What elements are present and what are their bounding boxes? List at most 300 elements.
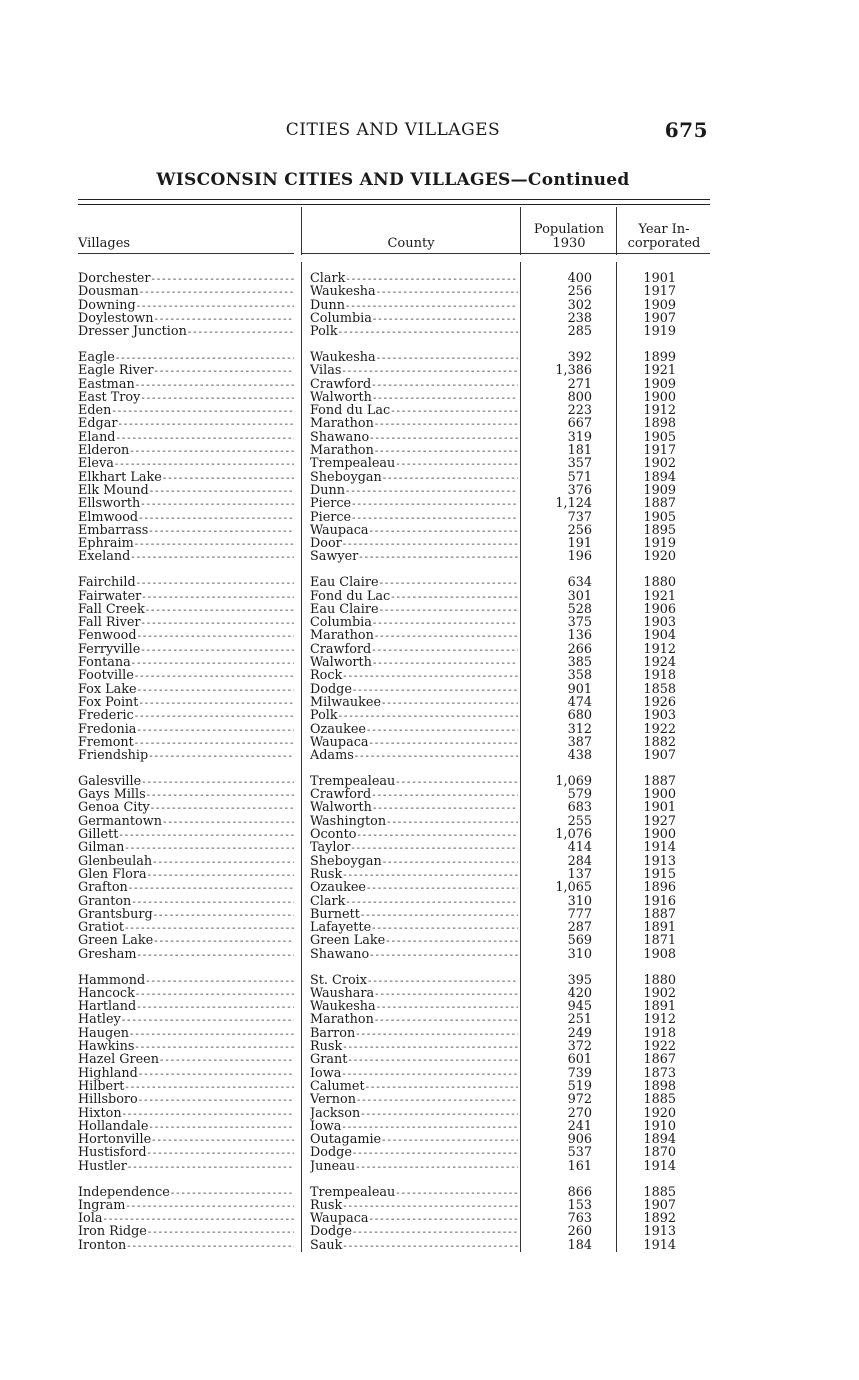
year-cell-text: 1873 <box>643 1066 676 1080</box>
year-cell-text: 1880 <box>643 576 676 590</box>
county-cell-text: Crawford <box>310 642 372 657</box>
village-cell <box>78 511 294 525</box>
year-cell <box>630 325 676 338</box>
county-cell <box>310 669 518 683</box>
village-cell-text: Gillett <box>78 828 119 843</box>
year-cell <box>630 590 676 603</box>
village-cell-text: Eagle <box>78 350 115 365</box>
village-cell <box>78 1027 294 1041</box>
county-cell <box>310 511 518 525</box>
population-cell-text: 372 <box>567 1040 592 1054</box>
year-cell <box>630 921 676 934</box>
year-cell-text: 1880 <box>643 973 676 987</box>
col-header-population: Population 1930 <box>533 222 605 251</box>
county-cell-text: Adams <box>310 749 354 764</box>
year-cell-text: 1919 <box>643 537 676 551</box>
year-cell-text: 1915 <box>643 867 676 882</box>
county-cell <box>310 590 518 604</box>
county-cell <box>310 272 518 286</box>
county-cell <box>310 378 518 392</box>
year-cell <box>630 656 676 669</box>
population-cell-text: 400 <box>567 272 592 286</box>
population-cell <box>526 1093 592 1106</box>
table-row <box>78 1040 710 1053</box>
county-cell <box>310 1107 518 1121</box>
village-cell <box>78 775 294 789</box>
table-body <box>78 272 710 1264</box>
county-cell-text: Crawford <box>310 377 372 392</box>
table-row <box>78 841 710 854</box>
year-cell-text: 1914 <box>643 841 676 855</box>
population-cell <box>526 1053 592 1066</box>
county-cell-text: Clark <box>310 272 346 286</box>
village-cell-text: Highland <box>78 1066 138 1081</box>
population-cell-text: 271 <box>567 377 592 391</box>
village-cell-text: Grafton <box>78 881 128 896</box>
population-cell-text: 310 <box>567 894 592 908</box>
population-cell-text: 256 <box>567 285 592 299</box>
year-cell <box>630 749 676 762</box>
year-cell <box>630 444 676 457</box>
county-cell <box>310 444 518 458</box>
county-cell <box>310 948 518 962</box>
letter-group <box>78 272 710 338</box>
county-cell-text: Outagamie <box>310 1133 382 1148</box>
county-cell-text: Trempealeau <box>310 774 396 789</box>
village-cell-text: Hilbert <box>78 1079 125 1094</box>
population-cell-text: 579 <box>567 788 592 802</box>
year-cell-text: 1902 <box>643 986 676 1001</box>
population-cell <box>526 511 592 524</box>
table-row <box>78 656 710 669</box>
population-cell <box>526 723 592 736</box>
population-cell-text: 1,076 <box>555 828 592 842</box>
village-cell <box>78 696 294 710</box>
village-cell-text: Hixton <box>78 1106 122 1121</box>
header-divider <box>520 207 521 255</box>
village-cell <box>78 1013 294 1027</box>
table-row <box>78 1212 710 1225</box>
year-cell-text: 1916 <box>643 894 676 908</box>
village-cell-text: Fredonia <box>78 722 137 737</box>
county-cell-text: Clark <box>310 894 346 909</box>
table-row <box>78 391 710 404</box>
county-cell-text: Washington <box>310 814 387 829</box>
table-row <box>78 736 710 749</box>
village-cell-text: Dousman <box>78 285 139 300</box>
village-cell-text: Glen Flora <box>78 867 147 882</box>
county-cell <box>310 749 518 763</box>
county-cell <box>310 524 518 538</box>
letter-group <box>78 974 710 1173</box>
population-cell-text: 739 <box>567 1066 592 1080</box>
year-cell <box>630 881 676 894</box>
county-cell-text: Fond du Lac <box>310 589 391 604</box>
population-cell-text: 266 <box>567 642 592 657</box>
village-cell <box>78 1080 294 1094</box>
table-row <box>78 948 710 961</box>
table-row <box>78 272 710 285</box>
county-cell-text: St. Croix <box>310 973 367 988</box>
population-cell <box>526 431 592 444</box>
year-cell-text: 1918 <box>643 669 676 683</box>
year-cell <box>630 908 676 921</box>
year-cell-text: 1895 <box>643 523 676 538</box>
village-cell <box>78 1040 294 1054</box>
year-cell-text: 1920 <box>643 550 676 564</box>
county-cell <box>310 1053 518 1067</box>
population-cell-text: 223 <box>567 404 592 418</box>
running-head <box>78 118 708 144</box>
year-cell-text: 1914 <box>643 1238 676 1252</box>
village-cell-text: Fenwood <box>78 629 137 644</box>
village-cell <box>78 550 294 564</box>
village-cell <box>78 1186 294 1200</box>
county-cell-text: Marathon <box>310 629 374 644</box>
population-cell <box>526 828 592 841</box>
village-cell-text: Independence <box>78 1185 170 1200</box>
village-cell <box>78 828 294 842</box>
village-cell-text: Dresser Junction <box>78 325 187 340</box>
county-cell-text: Oconto <box>310 828 357 843</box>
county-cell <box>310 1093 518 1107</box>
village-cell <box>78 801 294 815</box>
village-cell-text: Gays Mills <box>78 788 146 803</box>
village-cell-text: Elkhart Lake <box>78 470 162 485</box>
year-cell-text: 1901 <box>643 272 676 286</box>
year-cell <box>630 1133 676 1146</box>
county-cell <box>310 855 518 869</box>
year-cell <box>630 1225 676 1238</box>
county-cell <box>310 1067 518 1081</box>
year-cell-text: 1920 <box>643 1106 676 1120</box>
village-cell <box>78 656 294 670</box>
county-cell-text: Waupaca <box>310 1212 369 1227</box>
village-cell <box>78 471 294 485</box>
year-cell <box>630 1000 676 1013</box>
county-cell <box>310 1027 518 1041</box>
population-cell <box>526 1199 592 1212</box>
county-cell-text: Pierce <box>310 497 352 512</box>
county-cell-text: Polk <box>310 709 338 724</box>
village-cell-text: Frederic <box>78 709 134 724</box>
table-row <box>78 1120 710 1133</box>
population-cell <box>526 378 592 391</box>
county-cell <box>310 643 518 657</box>
year-cell <box>630 709 676 722</box>
population-cell-text: 901 <box>567 682 592 696</box>
population-cell <box>526 364 592 377</box>
population-cell <box>526 629 592 642</box>
table-row <box>78 1013 710 1026</box>
village-cell <box>78 643 294 657</box>
village-cell-text: Green Lake <box>78 934 154 949</box>
village-cell <box>78 855 294 869</box>
table-row <box>78 855 710 868</box>
county-cell <box>310 299 518 313</box>
village-cell <box>78 683 294 697</box>
year-cell <box>630 550 676 563</box>
year-cell <box>630 378 676 391</box>
village-cell <box>78 391 294 405</box>
county-cell <box>310 629 518 643</box>
year-cell-text: 1921 <box>643 364 676 378</box>
population-cell-text: 302 <box>567 298 592 312</box>
county-cell <box>310 285 518 299</box>
population-cell-text: 312 <box>567 722 592 736</box>
village-cell-text: Hollandale <box>78 1119 149 1134</box>
village-cell-text: Edgar <box>78 417 118 432</box>
village-cell-text: Exeland <box>78 550 131 565</box>
population-cell-text: 420 <box>567 986 592 1001</box>
village-cell <box>78 736 294 750</box>
table-row <box>78 364 710 377</box>
county-cell-text: Ozaukee <box>310 881 367 896</box>
village-cell-text: Glenbeulah <box>78 854 153 869</box>
village-cell <box>78 1146 294 1160</box>
population-cell <box>526 736 592 749</box>
table-row <box>78 1146 710 1159</box>
county-cell <box>310 1080 518 1094</box>
county-cell <box>310 1199 518 1213</box>
table-row <box>78 1080 710 1093</box>
year-cell-text: 1894 <box>643 1133 676 1147</box>
population-cell <box>526 1160 592 1173</box>
village-cell <box>78 881 294 895</box>
population-cell-text: 385 <box>567 656 592 670</box>
year-cell <box>630 285 676 298</box>
table-row <box>78 404 710 417</box>
county-cell-text: Waukesha <box>310 285 376 300</box>
village-cell <box>78 444 294 458</box>
year-cell-text: 1922 <box>643 1040 676 1054</box>
population-cell-text: 260 <box>567 1225 592 1239</box>
year-cell-text: 1871 <box>643 934 676 948</box>
population-cell-text: 777 <box>567 907 592 922</box>
population-cell-text: 319 <box>567 430 592 445</box>
year-cell-text: 1909 <box>643 298 676 312</box>
county-cell <box>310 603 518 617</box>
year-cell-text: 1887 <box>643 497 676 511</box>
year-cell-text: 1885 <box>643 1093 676 1107</box>
running-title: CITIES AND VILLAGES <box>285 120 501 140</box>
year-cell-text: 1887 <box>643 907 676 922</box>
village-cell <box>78 1000 294 1014</box>
table-row <box>78 828 710 841</box>
village-cell <box>78 1107 294 1121</box>
table-row <box>78 511 710 524</box>
table-row <box>78 895 710 908</box>
county-cell-text: Walworth <box>310 801 372 816</box>
county-cell-text: Rusk <box>310 867 343 882</box>
village-cell-text: Gilman <box>78 841 125 856</box>
col-header-villages: Villages <box>78 236 131 251</box>
county-cell <box>310 1040 518 1054</box>
county-cell-text: Dodge <box>310 1146 352 1161</box>
population-cell <box>526 285 592 298</box>
village-cell-text: Friendship <box>78 749 149 764</box>
village-cell <box>78 788 294 802</box>
population-cell <box>526 696 592 709</box>
population-cell-text: 1,386 <box>555 364 592 378</box>
village-cell <box>78 404 294 418</box>
population-cell <box>526 1013 592 1026</box>
letter-group <box>78 351 710 564</box>
county-cell <box>310 881 518 895</box>
population-cell <box>526 749 592 762</box>
population-cell <box>526 603 592 616</box>
year-cell-text: 1927 <box>643 814 676 829</box>
county-cell <box>310 801 518 815</box>
village-cell <box>78 457 294 471</box>
table-row <box>78 629 710 642</box>
table-row <box>78 788 710 801</box>
population-cell-text: 191 <box>567 537 592 551</box>
village-cell <box>78 749 294 763</box>
year-cell <box>630 815 676 828</box>
population-cell-text: 569 <box>567 934 592 948</box>
year-cell-text: 1912 <box>643 1013 676 1027</box>
population-cell <box>526 934 592 947</box>
village-cell-text: Genoa City <box>78 801 150 816</box>
village-cell-text: Embarrass <box>78 523 149 538</box>
village-cell-text: Hazel Green <box>78 1053 159 1068</box>
county-cell <box>310 391 518 405</box>
year-cell <box>630 801 676 814</box>
village-cell-text: Eagle River <box>78 364 154 379</box>
table-row <box>78 497 710 510</box>
county-cell <box>310 775 518 789</box>
year-cell <box>630 788 676 801</box>
village-cell <box>78 616 294 630</box>
county-cell-text: Lafayette <box>310 921 372 936</box>
population-cell <box>526 351 592 364</box>
village-cell-text: Fairchild <box>78 576 136 591</box>
population-cell-text: 392 <box>567 350 592 365</box>
population-cell-text: 906 <box>567 1133 592 1147</box>
year-cell-text: 1922 <box>643 722 676 736</box>
county-cell <box>310 484 518 498</box>
year-cell <box>630 1053 676 1066</box>
village-cell-text: Eleva <box>78 457 114 472</box>
county-cell-text: Waupaca <box>310 523 369 538</box>
county-cell-text: Calumet <box>310 1079 365 1094</box>
county-cell-text: Rusk <box>310 1040 343 1055</box>
population-cell-text: 196 <box>567 550 592 564</box>
village-cell-text: Fontana <box>78 656 131 671</box>
population-cell-text: 519 <box>567 1079 592 1094</box>
table-row <box>78 987 710 1000</box>
population-cell-text: 737 <box>567 510 592 524</box>
header-underline <box>78 253 294 254</box>
village-cell <box>78 841 294 855</box>
year-cell-text: 1896 <box>643 881 676 895</box>
county-cell <box>310 683 518 697</box>
year-cell <box>630 895 676 908</box>
table-row <box>78 1186 710 1199</box>
population-cell <box>526 590 592 603</box>
village-cell-text: Hustler <box>78 1159 127 1174</box>
year-cell <box>630 524 676 537</box>
year-cell <box>630 1013 676 1026</box>
table-row <box>78 1239 710 1252</box>
county-cell-text: Sauk <box>310 1238 343 1253</box>
year-cell-text: 1906 <box>643 602 676 617</box>
village-cell <box>78 1067 294 1081</box>
population-cell <box>526 775 592 788</box>
year-cell <box>630 1160 676 1173</box>
year-cell-text: 1904 <box>643 629 676 643</box>
year-cell <box>630 948 676 961</box>
year-cell <box>630 299 676 312</box>
village-cell <box>78 934 294 948</box>
table-row <box>78 417 710 430</box>
year-cell-text: 1908 <box>643 947 676 962</box>
county-cell-text: Vilas <box>310 364 342 379</box>
county-cell <box>310 1133 518 1147</box>
population-cell-text: 387 <box>567 735 592 750</box>
county-cell <box>310 895 518 909</box>
year-cell-text: 1899 <box>643 350 676 365</box>
village-cell <box>78 629 294 643</box>
population-cell <box>526 788 592 801</box>
county-cell <box>310 908 518 922</box>
county-cell-text: Sheboygan <box>310 470 382 485</box>
population-cell-text: 376 <box>567 483 592 498</box>
population-cell <box>526 987 592 1000</box>
village-cell <box>78 1239 294 1253</box>
year-cell <box>630 391 676 404</box>
year-cell <box>630 934 676 947</box>
year-cell-text: 1905 <box>643 430 676 445</box>
county-cell <box>310 788 518 802</box>
village-cell <box>78 868 294 882</box>
year-cell <box>630 736 676 749</box>
county-cell-text: Shawano <box>310 947 370 962</box>
table-row <box>78 576 710 589</box>
village-cell-text: Fox Point <box>78 695 139 710</box>
village-cell-text: East Troy <box>78 390 141 405</box>
year-cell-text: 1901 <box>643 801 676 815</box>
village-cell <box>78 603 294 617</box>
year-cell-text: 1900 <box>643 828 676 842</box>
village-cell-text: Fox Lake <box>78 682 137 697</box>
letter-group <box>78 1186 710 1252</box>
table-row <box>78 285 710 298</box>
village-cell-text: Dorchester <box>78 272 151 286</box>
population-cell-text: 375 <box>567 616 592 630</box>
county-cell-text: Vernon <box>310 1093 356 1108</box>
table-top-rule <box>78 199 710 205</box>
year-cell-text: 1870 <box>643 1146 676 1160</box>
year-cell <box>630 841 676 854</box>
year-cell <box>630 723 676 736</box>
county-cell <box>310 351 518 365</box>
table-row <box>78 1027 710 1040</box>
county-cell-text: Eau Claire <box>310 602 379 617</box>
year-cell <box>630 537 676 550</box>
village-cell-text: Elmwood <box>78 510 139 525</box>
year-cell <box>630 1080 676 1093</box>
population-cell <box>526 855 592 868</box>
county-cell <box>310 1212 518 1226</box>
population-cell-text: 667 <box>567 417 592 431</box>
county-cell-text: Trempealeau <box>310 1185 396 1200</box>
year-cell <box>630 775 676 788</box>
table-row <box>78 643 710 656</box>
county-cell-text: Waukesha <box>310 350 376 365</box>
population-cell <box>526 1067 592 1080</box>
